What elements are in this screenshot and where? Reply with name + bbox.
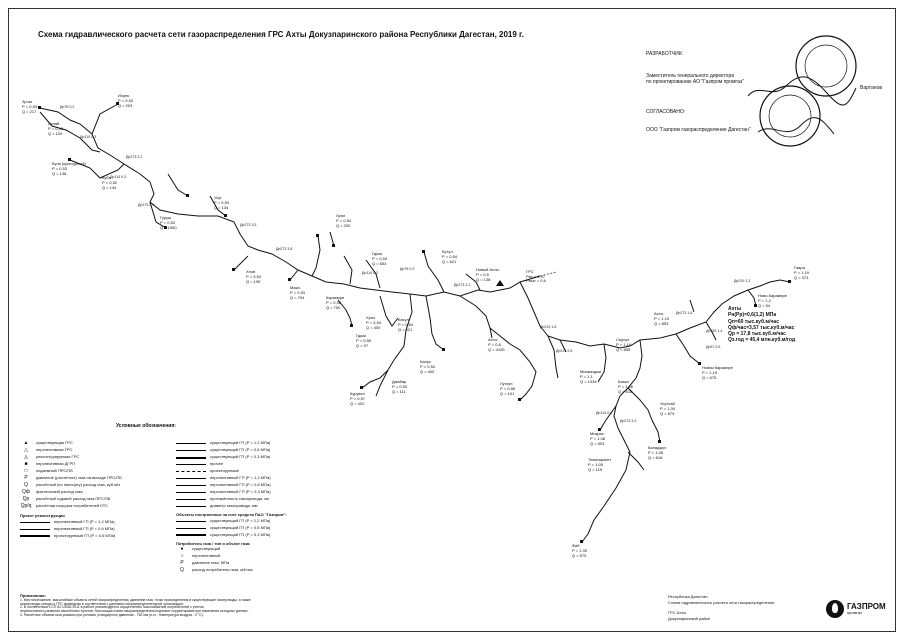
legend-item: □ подземный ПРС/ПБ xyxy=(24,467,73,474)
node-label: Ахты Р = 0,6 Q = 4155 xyxy=(488,337,505,352)
notes-header: Примечания: xyxy=(20,593,46,598)
node-label: Микрах Р = 1,08 Q = 503 xyxy=(590,431,606,446)
pipe-label: Дн219 1,3 xyxy=(734,279,751,283)
legend-item: Q расчётный (по паспорту) расход газа, куб.м/ч xyxy=(24,481,121,488)
legend-item: Q расход потребителя газа, м3/час xyxy=(180,566,253,573)
node-label: Новая Каракюре Р = 1,19 Q = 675 xyxy=(702,365,733,380)
legend-item: перспективный ГП (Р = 0,3 МПа) xyxy=(176,489,336,496)
developer-line2: по проектированию АО "Газпром промгаз" xyxy=(646,79,744,85)
node-label: Кахул Р = 0,54 Q = 621 xyxy=(398,317,414,332)
notes-line: 3. Расчётные объемы газа указаны при условии (стандартное давление - 760 мм рт.ст., температура воздуха - 0 °С). xyxy=(20,613,204,618)
node-label: Усухчай Р = 1,04 Q = 879 xyxy=(660,401,676,416)
pipe-label: Дн273 2,2 xyxy=(126,155,143,159)
legend-item: ● существующий xyxy=(180,545,221,552)
legend-item: Qф фактический расход газа xyxy=(21,488,83,495)
legend-item: перспективный ГП (Р = 1,2 МПа) xyxy=(20,519,170,526)
pipe-label: Дн57 0,5 xyxy=(706,345,721,349)
node-label: Мака Р = 0,53 Q = 754 xyxy=(290,285,306,300)
developer-signer: Вартанов xyxy=(860,85,882,91)
developer-line1: Заместитель генерального директора xyxy=(646,73,735,79)
pipe-label: Дн273 5,4 xyxy=(138,203,155,207)
legend-item: существующий ГП (Р = 0,6 МПа) xyxy=(176,447,336,454)
notes-line: газопроводы-отводы и ГРС приведены в соответствии с данными газораспределительной организации. xyxy=(20,601,184,606)
legend-left-column xyxy=(20,440,170,540)
node-label: Зрчаг Р = 0,53 Q = 217 xyxy=(22,99,38,114)
legend-item: перспективный ГП (Р = 1,2 МПа) xyxy=(176,475,336,482)
node-label: Смугул Р = 1,16 Q = 855 xyxy=(616,337,632,352)
legend-item: существующий ГП (Р = 0,3 МПа) xyxy=(176,454,336,461)
notes-line: перспективного развития населённых пунктов. Настоящая схема газораспределения подлежит корректировке при изменении исходных данных. xyxy=(20,609,249,614)
node-label: Бутул Р = 0,54 Q = 621 xyxy=(442,249,458,264)
legend-mid-column xyxy=(176,440,336,574)
node-label: Хнов Р = 0,54 Q = 195 xyxy=(246,269,262,284)
legend-item: протяжённость газопровода, км xyxy=(176,496,336,503)
flame-icon xyxy=(826,600,844,618)
legend-item: Р давление (расчётное) газа на выходе ПРС/ПБ xyxy=(24,474,122,481)
node-label: Ихрек Р = 0,53 Q = 203 xyxy=(118,93,134,108)
legend-item: ▲ существующая ГРС xyxy=(23,439,73,446)
node-label: Луткун Р = 0,58 Q = 101 xyxy=(500,381,516,396)
pipe-label: Дн114 0,4 xyxy=(596,411,613,415)
legend-item: перспективный ГП (Р = 0,6 МПа) xyxy=(176,482,336,489)
title-stamp: Республика Дагестан Схема гидравлического расчета сети газораспределения ГРС Ахты Докузпаринский район xyxy=(668,594,775,621)
node-label: Гдым Р = 0,54 Q = 653 xyxy=(372,251,388,266)
node-label: Гдым Р = 0,56 Q = 97 xyxy=(356,333,372,348)
akhty-info: Ахты Рн(Рр)=0,6(1,2) МПа Qп=60 тыс.куб.м/час Qф/час=3,57 тыс.куб.м/час Qр = 17,8 тыс.куб.м/час Qз.год = 45,4 млн.куб.м/год xyxy=(728,306,796,344)
node-label: Калук Р = 0,54 Q = 400 xyxy=(420,359,436,374)
grs-label: ГРС Рвх = 0,97 Рвых = 0,6 xyxy=(526,269,546,284)
developer-header: РАЗРАБОТЧИК: xyxy=(646,51,684,57)
node-label: Каракюре Р = 0,58 Q = 750 xyxy=(326,295,345,310)
approved-line1: ООО "Газпром газораспределение Дагестан" xyxy=(646,127,751,133)
node-label: Каладжух Р = 1,06 Q = 618 xyxy=(648,445,667,460)
notes xyxy=(20,594,251,618)
legend-subheader: Проект реконструкции xyxy=(20,513,65,518)
legend-item: проектируемый ГП (Р = 0,6 МПа) xyxy=(20,533,170,540)
pipe-label: Дн76 0,2 xyxy=(60,105,75,109)
node-label: Куба Р = 0,52 Q = 144 xyxy=(102,175,118,190)
legend-subheader: Потребитель газа / тип и объект газа: xyxy=(176,540,251,546)
pipe-label: Дн273 1,6 xyxy=(676,311,693,315)
node-label: Гуруш Р = 0,53 Q = 1550 xyxy=(160,215,177,230)
node-label: Джабар Р = 0,53 Q = 111 xyxy=(392,379,408,394)
notes-line: 2. В соответствии с СП 62.13330.2011 в работе рекомендуется осуществлять газоснабжение потребителей с учетом xyxy=(20,605,204,610)
legend-item: Qр/q расчётная нагрузка потребителей ГРС xyxy=(20,502,108,509)
legend-item: прочее xyxy=(176,461,336,468)
pipe-label: Дн76 0,3 xyxy=(400,267,415,271)
pipe-label: Дн219 1,8 xyxy=(540,325,557,329)
node-label: Текипиркент Р = 1,05 Q = 119 xyxy=(588,457,612,472)
legend-item: ■ перспективная ДГРП xyxy=(24,460,76,467)
gazprom-logo: ГАЗПРОМ промгаз xyxy=(826,600,886,618)
pipe-label: Дн219 2,5 xyxy=(556,349,573,353)
pipe-label: Дн273 3,5 xyxy=(240,223,257,227)
legend-item: существующий ГП (Р = 1,2 МПа) xyxy=(176,518,336,525)
legend-item: ○ перспективный xyxy=(180,552,221,559)
page-title: Схема гидравлического расчета сети газораспределения ГРС Ахты Докузпаринского района Республики Дагестан, 2019 г. xyxy=(38,30,524,39)
legend-subheader: Объекты построенные за счет средств ПАО "Газпром": xyxy=(176,512,287,517)
legend-item: существующий ГП (Р = 0,3 МПа) xyxy=(176,532,336,539)
legend-item: Qр расчётный годовой расход газа ПРС/ПБ xyxy=(22,495,111,502)
legend-item: △ перспективная ГРС xyxy=(24,446,73,453)
node-label: Новый Ахты Р = 0,5 Q = 138 xyxy=(476,267,499,282)
legend-item: существующий ГП (Р = 1,2 МПа) xyxy=(176,440,336,447)
pipe-label: Дн114 0,3 xyxy=(110,175,127,179)
node-label: Хрюг Р = 0,54 Q = 200 xyxy=(336,213,352,228)
pipe-label: Дн110 0,3 xyxy=(80,135,97,139)
node-label: Фий Р = 1,05 Q = 675 xyxy=(572,543,588,558)
node-label: Курукал Р = 0,57 Q = 402 xyxy=(350,391,366,406)
legend-header: Условные обозначения: xyxy=(116,423,176,429)
node-label: Ахпай Р = 0,53 Q = 100 xyxy=(48,121,64,136)
pipe-label: Дн159 1,4 xyxy=(706,329,723,333)
node-label: Усуг Р = 0,53 Q = 134 xyxy=(214,195,230,210)
node-label: Мискинджа Р = 1,1 Q = 1034 xyxy=(580,369,601,384)
node-label: Гаара Р = 1,19 Q = 373 xyxy=(794,265,810,280)
node-label: Кахка Р = 1,06 Q = 618 xyxy=(618,379,634,394)
node-label: Ново-Каракюре Р = 1,2 Q = 54 xyxy=(758,293,787,308)
pipe-label: Дн273 3,6 xyxy=(276,247,293,251)
notes-line: 1. Местоположение, масштабные объекты сетей газораспределения, давление газа, точки присоединения в существующие газопроводы, а также xyxy=(20,597,251,602)
pipe-label: Дн273 2,1 xyxy=(454,283,471,287)
legend-item: перспективный ГП (Р = 0,6 МПа) xyxy=(20,526,170,533)
node-label: Хрюг Р = 0,54 Q = 400 xyxy=(366,315,382,330)
node-label: Ахты Р = 1,19 Q = 853 xyxy=(654,311,670,326)
pipe-label: Дн114 0,2 xyxy=(362,271,379,275)
legend-item: существующий ГП (Р = 0,6 МПа) xyxy=(176,525,336,532)
legend-item: ◬ реконструируемая ГРС xyxy=(24,453,80,460)
legend-item: Р давление газа, МПа xyxy=(180,559,230,566)
legend-item: диаметр газопровода, мм xyxy=(176,503,336,510)
legend-item: проектируемые xyxy=(176,468,336,475)
node-label: Кули (культурный) Р = 0,53 Q = 138 xyxy=(52,161,86,176)
pipe-label: Дн273 3,3 xyxy=(620,419,637,423)
approved-header: СОГЛАСОВАНО: xyxy=(646,109,686,115)
